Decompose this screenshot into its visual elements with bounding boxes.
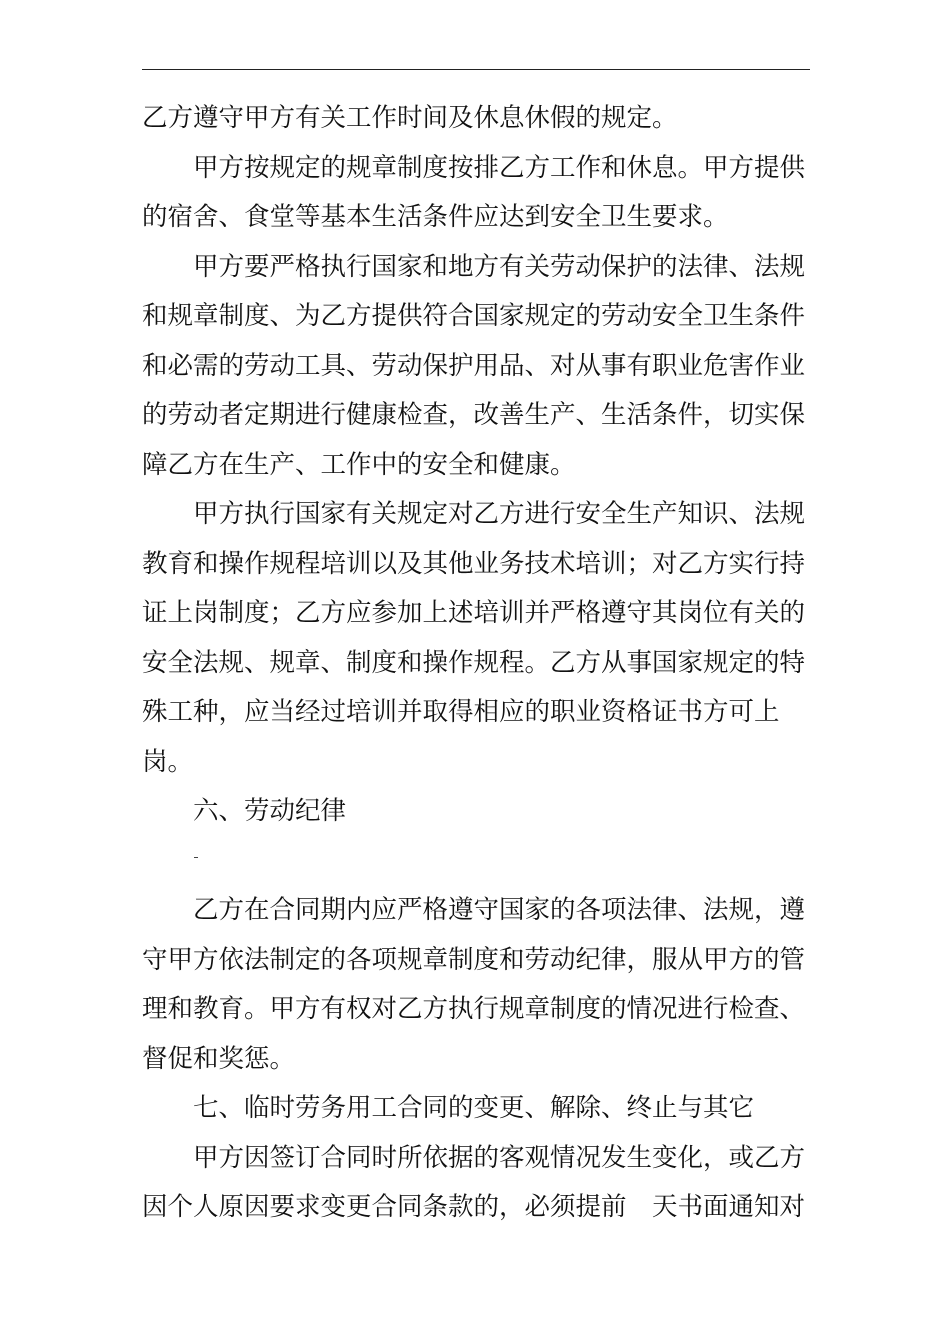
paragraph-labor-protection-line-1: 甲方要严格执行国家和地方有关劳动保护的法律、法规 <box>193 251 806 282</box>
paragraph-training-line-1: 甲方执行国家有关规定对乙方进行安全生产知识、法规 <box>193 499 806 529</box>
paragraph-training-line-4: 安全法规、规章、制度和操作规程。乙方从事国家规定的特 <box>142 647 806 678</box>
text-line-1: 乙方遵守甲方有关工作时间及休息休假的规定。 <box>142 103 678 133</box>
document-body <box>142 94 812 1233</box>
paragraph-rest-schedule-line-2: 的宿舍、食堂等基本生活条件应达到安全卫生要求。 <box>142 202 729 232</box>
paragraph-labor-protection-line-5: 障乙方在生产、工作中的安全和健康。 <box>142 449 576 480</box>
paragraph-training-line-5: 殊工种，应当经过培训并取得相应的职业资格证书方可上 <box>142 697 780 727</box>
stray-mark <box>194 857 198 858</box>
paragraph-contract-changes-line-2: 因个人原因要求变更合同条款的，必须提前 天书面通知对 <box>142 1192 806 1222</box>
paragraph-training-line-3: 证上岗制度；乙方应参加上述培训并严格遵守其岗位有关的 <box>142 598 806 628</box>
paragraph-labor-protection-line-4: 的劳动者定期进行健康检查，改善生产、生活条件，切实保 <box>142 400 806 430</box>
paragraph-training-line-2: 教育和操作规程培训以及其他业务技术培训；对乙方实行持 <box>142 548 806 579</box>
paragraph-labor-protection-line-2: 和规章制度、为乙方提供符合国家规定的劳动安全卫生条件 <box>142 301 806 331</box>
paragraph-rest-schedule-line-1: 甲方按规定的规章制度按排乙方工作和休息。甲方提供 <box>193 152 806 183</box>
paragraph-discipline-line-2: 守甲方依法制定的各项规章制度和劳动纪律，服从甲方的管 <box>142 944 806 975</box>
paragraph-training-line-6: 岗。 <box>142 746 194 777</box>
blank-line <box>142 837 812 887</box>
section-heading-labor-discipline: 六、劳动纪律 <box>193 796 347 826</box>
section-heading-contract-changes: 七、临时劳务用工合同的变更、解除、终止与其它 <box>193 1093 755 1123</box>
paragraph-labor-protection-line-3: 和必需的劳动工具、劳动保护用品、对从事有职业危害作业 <box>142 350 806 381</box>
paragraph-contract-changes-line-1: 甲方因签订合同时所依据的客观情况发生变化，或乙方 <box>193 1142 806 1173</box>
paragraph-discipline-line-4: 督促和奖惩。 <box>142 1043 296 1074</box>
header-rule <box>142 69 810 70</box>
paragraph-discipline-line-1: 乙方在合同期内应严格遵守国家的各项法律、法规，遵 <box>193 895 806 925</box>
paragraph-discipline-line-3: 理和教育。甲方有权对乙方执行规章制度的情况进行检查、 <box>142 994 806 1024</box>
